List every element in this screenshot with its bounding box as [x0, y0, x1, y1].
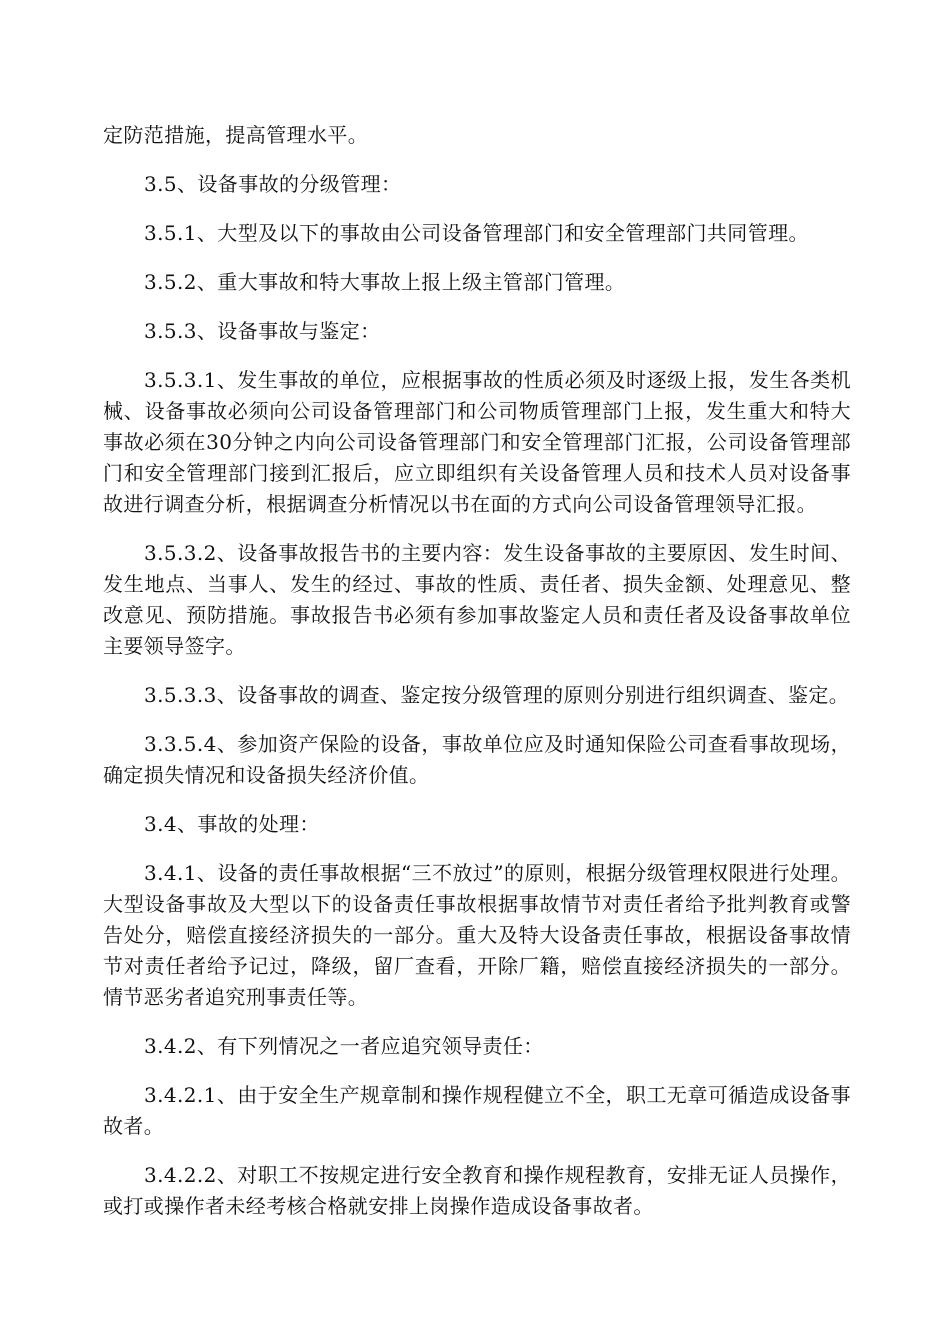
paragraph-3-5-1: 3.5.1、大型及以下的事故由公司设备管理部门和安全管理部门共同管理。 — [144, 221, 809, 245]
paragraph-3-5-2: 3.5.2、重大事故和特大事故上报上级主管部门管理。 — [144, 270, 626, 294]
paragraph-3-4-2-2: 3.4.2.2、对职工不按规定进行安全教育和操作规程教育，安排无证人员操作，或打或操作者未经考核合格就安排上岗操作造成设备事故者。 — [103, 1163, 851, 1218]
paragraph-3-4-1: 3.4.1、设备的责任事故根据“三不放过”的原则，根据分级管理权限进行处理。大型设备事故及大型以下的设备责任事故根据事故情节对责任者给予批判教育或警告处分，赔偿直接经济损失的一部分。重大及特大设备责任事故，根据设备事故情节对责任者给予记过，降级，留厂查看，开除厂籍，赔偿直接经济损失的一部分。情节恶劣者追究刑事责任等。 — [103, 861, 851, 1009]
section-heading-3-5: 3.5、设备事故的分级管理： — [144, 172, 402, 196]
paragraph-3-5-3: 3.5.3、设备事故与鉴定： — [144, 319, 381, 343]
paragraph-3-5-3-2: 3.5.3.2、设备事故报告书的主要内容：发生设备事故的主要原因、发生时间、发生地点、当事人、发生的经过、事故的性质、责任者、损失金额、处理意见、整改意见、预防措施。事故报告书必须有参加事故鉴定人员和责任者及设备事故单位主要领导签字。 — [103, 541, 851, 658]
paragraph-3-3-5-4: 3.3.5.4、参加资产保险的设备，事故单位应及时通知保险公司查看事故现场，确定损失情况和设备损失经济价值。 — [103, 732, 851, 787]
document-page — [103, 120, 851, 1240]
paragraph-3-4-2: 3.4.2、有下列情况之一者应追究领导责任： — [144, 1034, 544, 1058]
paragraph-3-4-2-1: 3.4.2.1、由于安全生产规章制和操作规程健立不全，职工无章可循造成设备事故者。 — [103, 1083, 851, 1138]
paragraph-3-5-3-3: 3.5.3.3、设备事故的调查、鉴定按分级管理的原则分别进行组织调查、鉴定。 — [144, 683, 850, 707]
section-heading-3-4: 3.4、事故的处理： — [144, 812, 320, 836]
paragraph-3-5-3-1: 3.5.3.1、发生事故的单位，应根据事故的性质必须及时逐级上报，发生各类机械、设备事故必须向公司设备管理部门和公司物质管理部门上报，发生重大和特大事故必须在30分钟之内向公司设备管理部门和安全管理部门汇报，公司设备管理部门和安全管理部门接到汇报后，应立即组织有关设备管理人员和技术人员对设备事故进行调查分析，根据调查分析情况以书在面的方式向公司设备管理领导汇报。 — [103, 368, 851, 516]
paragraph-continuation: 定防范措施，提高管理水平。 — [103, 123, 369, 147]
